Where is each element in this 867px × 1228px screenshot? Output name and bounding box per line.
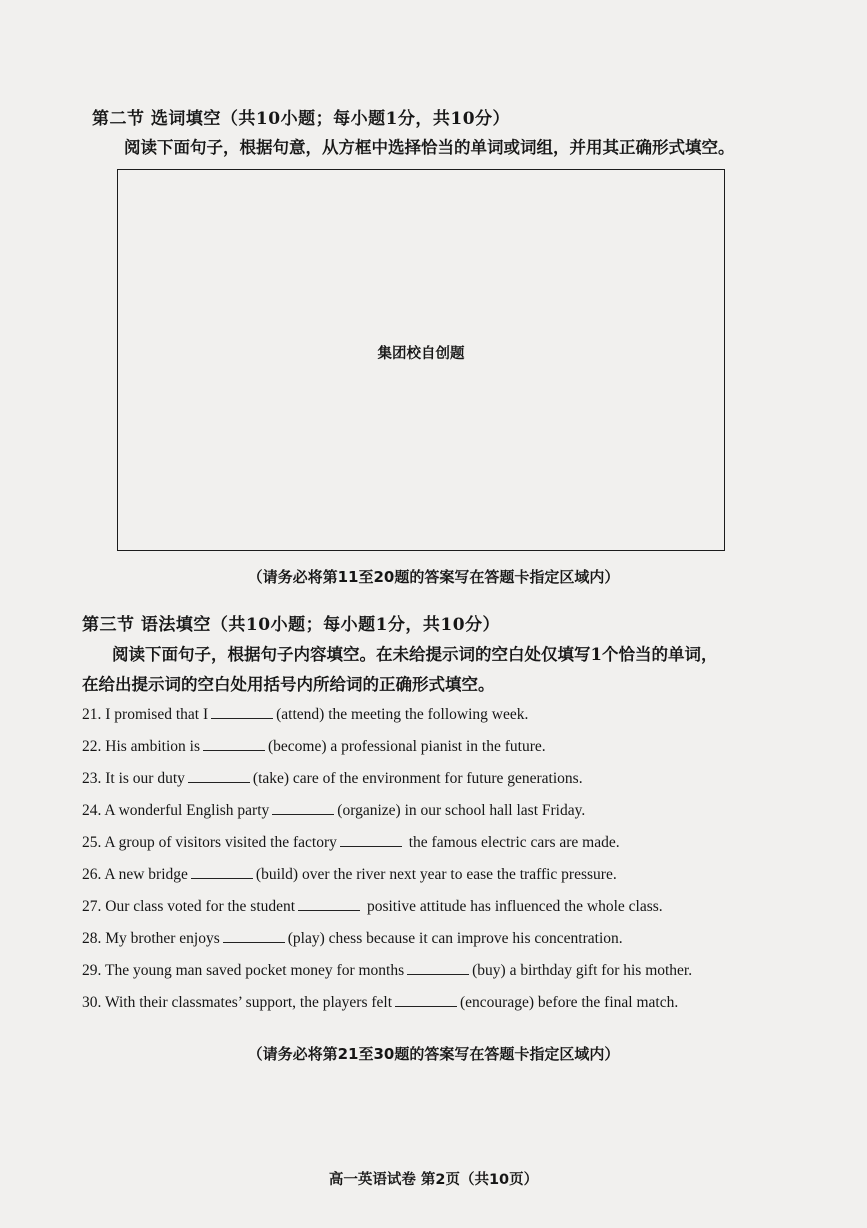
question-text-after: the meeting the following week. <box>328 706 529 723</box>
question-hint: (organize) <box>337 802 401 819</box>
question-text-after: a birthday gift for his mother. <box>509 962 693 979</box>
section3-heading: 第三节 语法填空（共10小题；每小题1分，共10分） <box>82 615 501 635</box>
question-hint: (become) <box>267 738 327 755</box>
question-text-after: chess because it can improve his concentration. <box>328 930 623 947</box>
question-text: 24. A wonderful English party <box>82 802 270 819</box>
question-text-after: in our school hall last Friday. <box>404 802 586 819</box>
question-23 <box>82 770 583 788</box>
question-text-after: positive attitude has influenced the whole class. <box>366 898 663 915</box>
answer-blank <box>395 994 457 1007</box>
word-box-text: 集团校自创题 <box>377 346 465 362</box>
question-text: 22. His ambition is <box>82 738 200 755</box>
question-hint: (build) <box>255 866 299 883</box>
answer-blank <box>203 738 265 751</box>
question-hint: (buy) <box>472 962 506 979</box>
question-text-after: the famous electric cars are made. <box>408 834 620 851</box>
question-text: 29. The young man saved pocket money for months <box>82 962 405 979</box>
question-30 <box>82 994 678 1012</box>
question-text: 26. A new bridge <box>82 866 188 883</box>
question-text: 25. A group of visitors visited the factory <box>82 834 337 851</box>
question-hint: (take) <box>252 770 290 787</box>
word-box <box>117 169 725 551</box>
answer-blank <box>211 706 273 719</box>
question-24 <box>82 802 585 820</box>
question-26 <box>82 866 617 884</box>
question-text-after: before the final match. <box>537 994 679 1011</box>
answer-blank <box>407 962 469 975</box>
section3-instruction-line1: 阅读下面句子，根据句子内容填空。在未给提示词的空白处仅填写1个恰当的单词， <box>112 645 718 664</box>
question-25 <box>82 834 620 852</box>
question-text: 23. It is our duty <box>82 770 185 787</box>
question-29 <box>82 962 692 980</box>
question-hint: (play) <box>287 930 325 947</box>
section2-answer-note: （请务必将第11至20题的答案写在答题卡指定区域内） <box>247 568 620 586</box>
answer-blank <box>223 930 285 943</box>
answer-blank <box>188 770 250 783</box>
question-hint: (attend) <box>276 706 325 723</box>
question-text-after: over the river next year to ease the traffic pressure. <box>301 866 617 883</box>
answer-blank <box>191 866 253 879</box>
question-27 <box>82 898 663 916</box>
section2-heading: 第二节 选词填空（共10小题；每小题1分，共10分） <box>92 109 511 129</box>
question-hint: (encourage) <box>460 994 535 1011</box>
section3-instruction-line2: 在给出提示词的空白处用括号内所给词的正确形式填空。 <box>82 675 495 694</box>
answer-blank <box>272 802 334 815</box>
question-text: 30. With their classmates’ support, the players felt <box>82 994 393 1011</box>
section3-answer-note: （请务必将第21至30题的答案写在答题卡指定区域内） <box>247 1045 620 1063</box>
question-22 <box>82 738 546 756</box>
question-28 <box>82 930 623 948</box>
question-21 <box>82 706 528 724</box>
question-text-after: care of the environment for future generations. <box>292 770 583 787</box>
question-text: 28. My brother enjoys <box>82 930 220 947</box>
question-text-after: a professional pianist in the future. <box>330 738 546 755</box>
page-footer: 高一英语试卷 第2页（共10页） <box>328 1172 539 1188</box>
section2-instruction: 阅读下面句子，根据句意，从方框中选择恰当的单词或词组，并用其正确形式填空。 <box>124 138 735 157</box>
answer-blank <box>340 834 402 847</box>
answer-blank <box>298 898 360 911</box>
question-text: 21. I promised that I <box>82 706 209 723</box>
question-text: 27. Our class voted for the student <box>82 898 296 915</box>
